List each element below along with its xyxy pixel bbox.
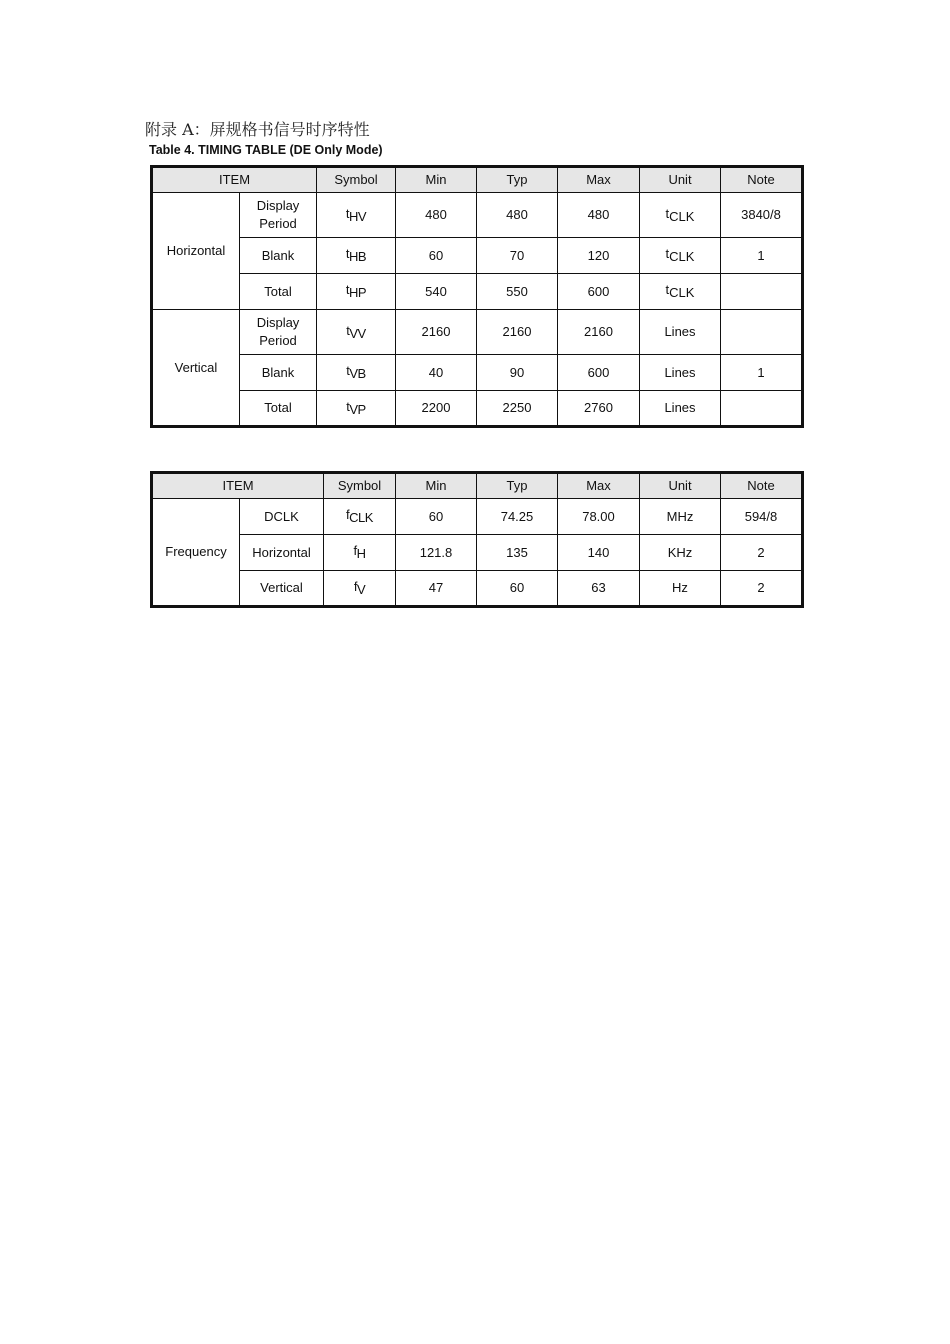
typ-value: 480: [477, 193, 558, 238]
max-value: 2760: [558, 391, 640, 427]
typ-value: 2250: [477, 391, 558, 427]
unit-cell: [640, 238, 721, 274]
table-row: [152, 391, 803, 427]
min-value: 2200: [396, 391, 477, 427]
symbol-cell: [317, 274, 396, 310]
symbol-main: f: [346, 507, 350, 523]
item-dclk: DCLK: [240, 499, 324, 535]
symbol-cell: [317, 238, 396, 274]
table-caption: Table 4. TIMING TABLE (DE Only Mode): [149, 143, 383, 157]
table-row: [152, 499, 803, 535]
symbol-cell: [317, 193, 396, 238]
note-value: 1: [721, 355, 803, 391]
unit-subscript: CLK: [669, 208, 695, 224]
symbol-main: t: [345, 246, 350, 262]
table-row: [152, 571, 803, 607]
item-display-period: [240, 310, 317, 355]
item-horizontal: Horizontal: [240, 535, 324, 571]
unit-value: Lines: [640, 391, 721, 427]
header-symbol: Symbol: [324, 473, 396, 499]
header-symbol: Symbol: [317, 167, 396, 193]
max-value: 120: [558, 238, 640, 274]
symbol-subscript: HP: [349, 285, 367, 301]
table-row: [152, 193, 803, 238]
item-blank: Blank: [240, 238, 317, 274]
table-header-row: [152, 167, 803, 193]
symbol-cell: [324, 535, 396, 571]
symbol-cell: [324, 571, 396, 607]
table-header-row: [152, 473, 803, 499]
unit-value: MHz: [640, 499, 721, 535]
group-label-vertical: Vertical: [152, 310, 240, 427]
symbol-subscript: HV: [349, 208, 367, 224]
note-value: 1: [721, 238, 803, 274]
unit-value: KHz: [640, 535, 721, 571]
symbol-cell: [317, 391, 396, 427]
unit-cell: [640, 193, 721, 238]
symbol-main: f: [353, 578, 357, 594]
symbol-main: t: [346, 398, 350, 414]
table-row: [152, 535, 803, 571]
typ-value: 2160: [477, 310, 558, 355]
min-value: 60: [396, 499, 477, 535]
header-unit: Unit: [640, 473, 721, 499]
max-value: 140: [558, 535, 640, 571]
symbol-cell: [317, 355, 396, 391]
symbol-subscript: VB: [349, 366, 366, 382]
symbol-main: t: [346, 322, 350, 338]
unit-main: t: [665, 205, 670, 221]
max-value: 480: [558, 193, 640, 238]
unit-subscript: CLK: [669, 285, 695, 301]
typ-value: 74.25: [477, 499, 558, 535]
header-max: Max: [558, 167, 640, 193]
min-value: 540: [396, 274, 477, 310]
symbol-main: t: [346, 363, 350, 379]
header-typ: Typ: [477, 167, 558, 193]
unit-value: Hz: [640, 571, 721, 607]
note-value: 594/8: [721, 499, 803, 535]
note-value: [721, 310, 803, 355]
header-unit: Unit: [640, 167, 721, 193]
unit-main: t: [665, 246, 670, 262]
appendix-heading: 附录 A：屏规格书信号时序特性: [145, 120, 370, 139]
typ-value: 90: [477, 355, 558, 391]
symbol-main: t: [345, 205, 350, 221]
header-note: Note: [721, 167, 803, 193]
unit-value: Lines: [640, 355, 721, 391]
note-value: 3840/8: [721, 193, 803, 238]
min-value: 47: [396, 571, 477, 607]
header-max: Max: [558, 473, 640, 499]
note-value: [721, 391, 803, 427]
max-value: 2160: [558, 310, 640, 355]
group-label-frequency: Frequency: [152, 499, 240, 607]
timing-table-figure: [145, 141, 807, 609]
header-min: Min: [396, 167, 477, 193]
symbol-main: t: [345, 282, 350, 298]
typ-value: 60: [477, 571, 558, 607]
item-label-line1: Display: [256, 315, 300, 331]
item-display-period: [240, 193, 317, 238]
note-value: 2: [721, 571, 803, 607]
table-row: [152, 310, 803, 355]
item-label-line1: Display: [256, 198, 300, 214]
table-row: [152, 355, 803, 391]
symbol-subscript: CLK: [349, 510, 373, 526]
item-label-line2: Period: [259, 216, 297, 231]
frequency-table: [150, 471, 804, 608]
item-total: Total: [240, 391, 317, 427]
item-label-line2: Period: [259, 333, 297, 348]
unit-subscript: CLK: [669, 249, 695, 265]
max-value: 78.00: [558, 499, 640, 535]
symbol-main: f: [353, 543, 357, 559]
item-blank: Blank: [240, 355, 317, 391]
typ-value: 550: [477, 274, 558, 310]
symbol-subscript: V: [356, 581, 366, 597]
min-value: 480: [396, 193, 477, 238]
unit-cell: [640, 274, 721, 310]
min-value: 60: [396, 238, 477, 274]
symbol-subscript: HB: [349, 249, 367, 265]
typ-value: 135: [477, 535, 558, 571]
header-note: Note: [721, 473, 803, 499]
typ-value: 70: [477, 238, 558, 274]
item-total: Total: [240, 274, 317, 310]
note-value: [721, 274, 803, 310]
note-value: 2: [721, 535, 803, 571]
unit-main: t: [665, 282, 670, 298]
symbol-cell: [324, 499, 396, 535]
symbol-subscript: VV: [349, 325, 366, 341]
max-value: 600: [558, 274, 640, 310]
min-value: 2160: [396, 310, 477, 355]
min-value: 40: [396, 355, 477, 391]
item-vertical: Vertical: [240, 571, 324, 607]
header-typ: Typ: [477, 473, 558, 499]
header-item: ITEM: [152, 473, 324, 499]
table-row: [152, 274, 803, 310]
table-row: [152, 238, 803, 274]
symbol-subscript: H: [356, 546, 366, 562]
symbol-subscript: VP: [349, 401, 366, 417]
timing-table: [150, 165, 804, 428]
min-value: 121.8: [396, 535, 477, 571]
max-value: 63: [558, 571, 640, 607]
unit-value: Lines: [640, 310, 721, 355]
header-item: ITEM: [152, 167, 317, 193]
max-value: 600: [558, 355, 640, 391]
group-label-horizontal: Horizontal: [152, 193, 240, 310]
header-min: Min: [396, 473, 477, 499]
symbol-cell: [317, 310, 396, 355]
